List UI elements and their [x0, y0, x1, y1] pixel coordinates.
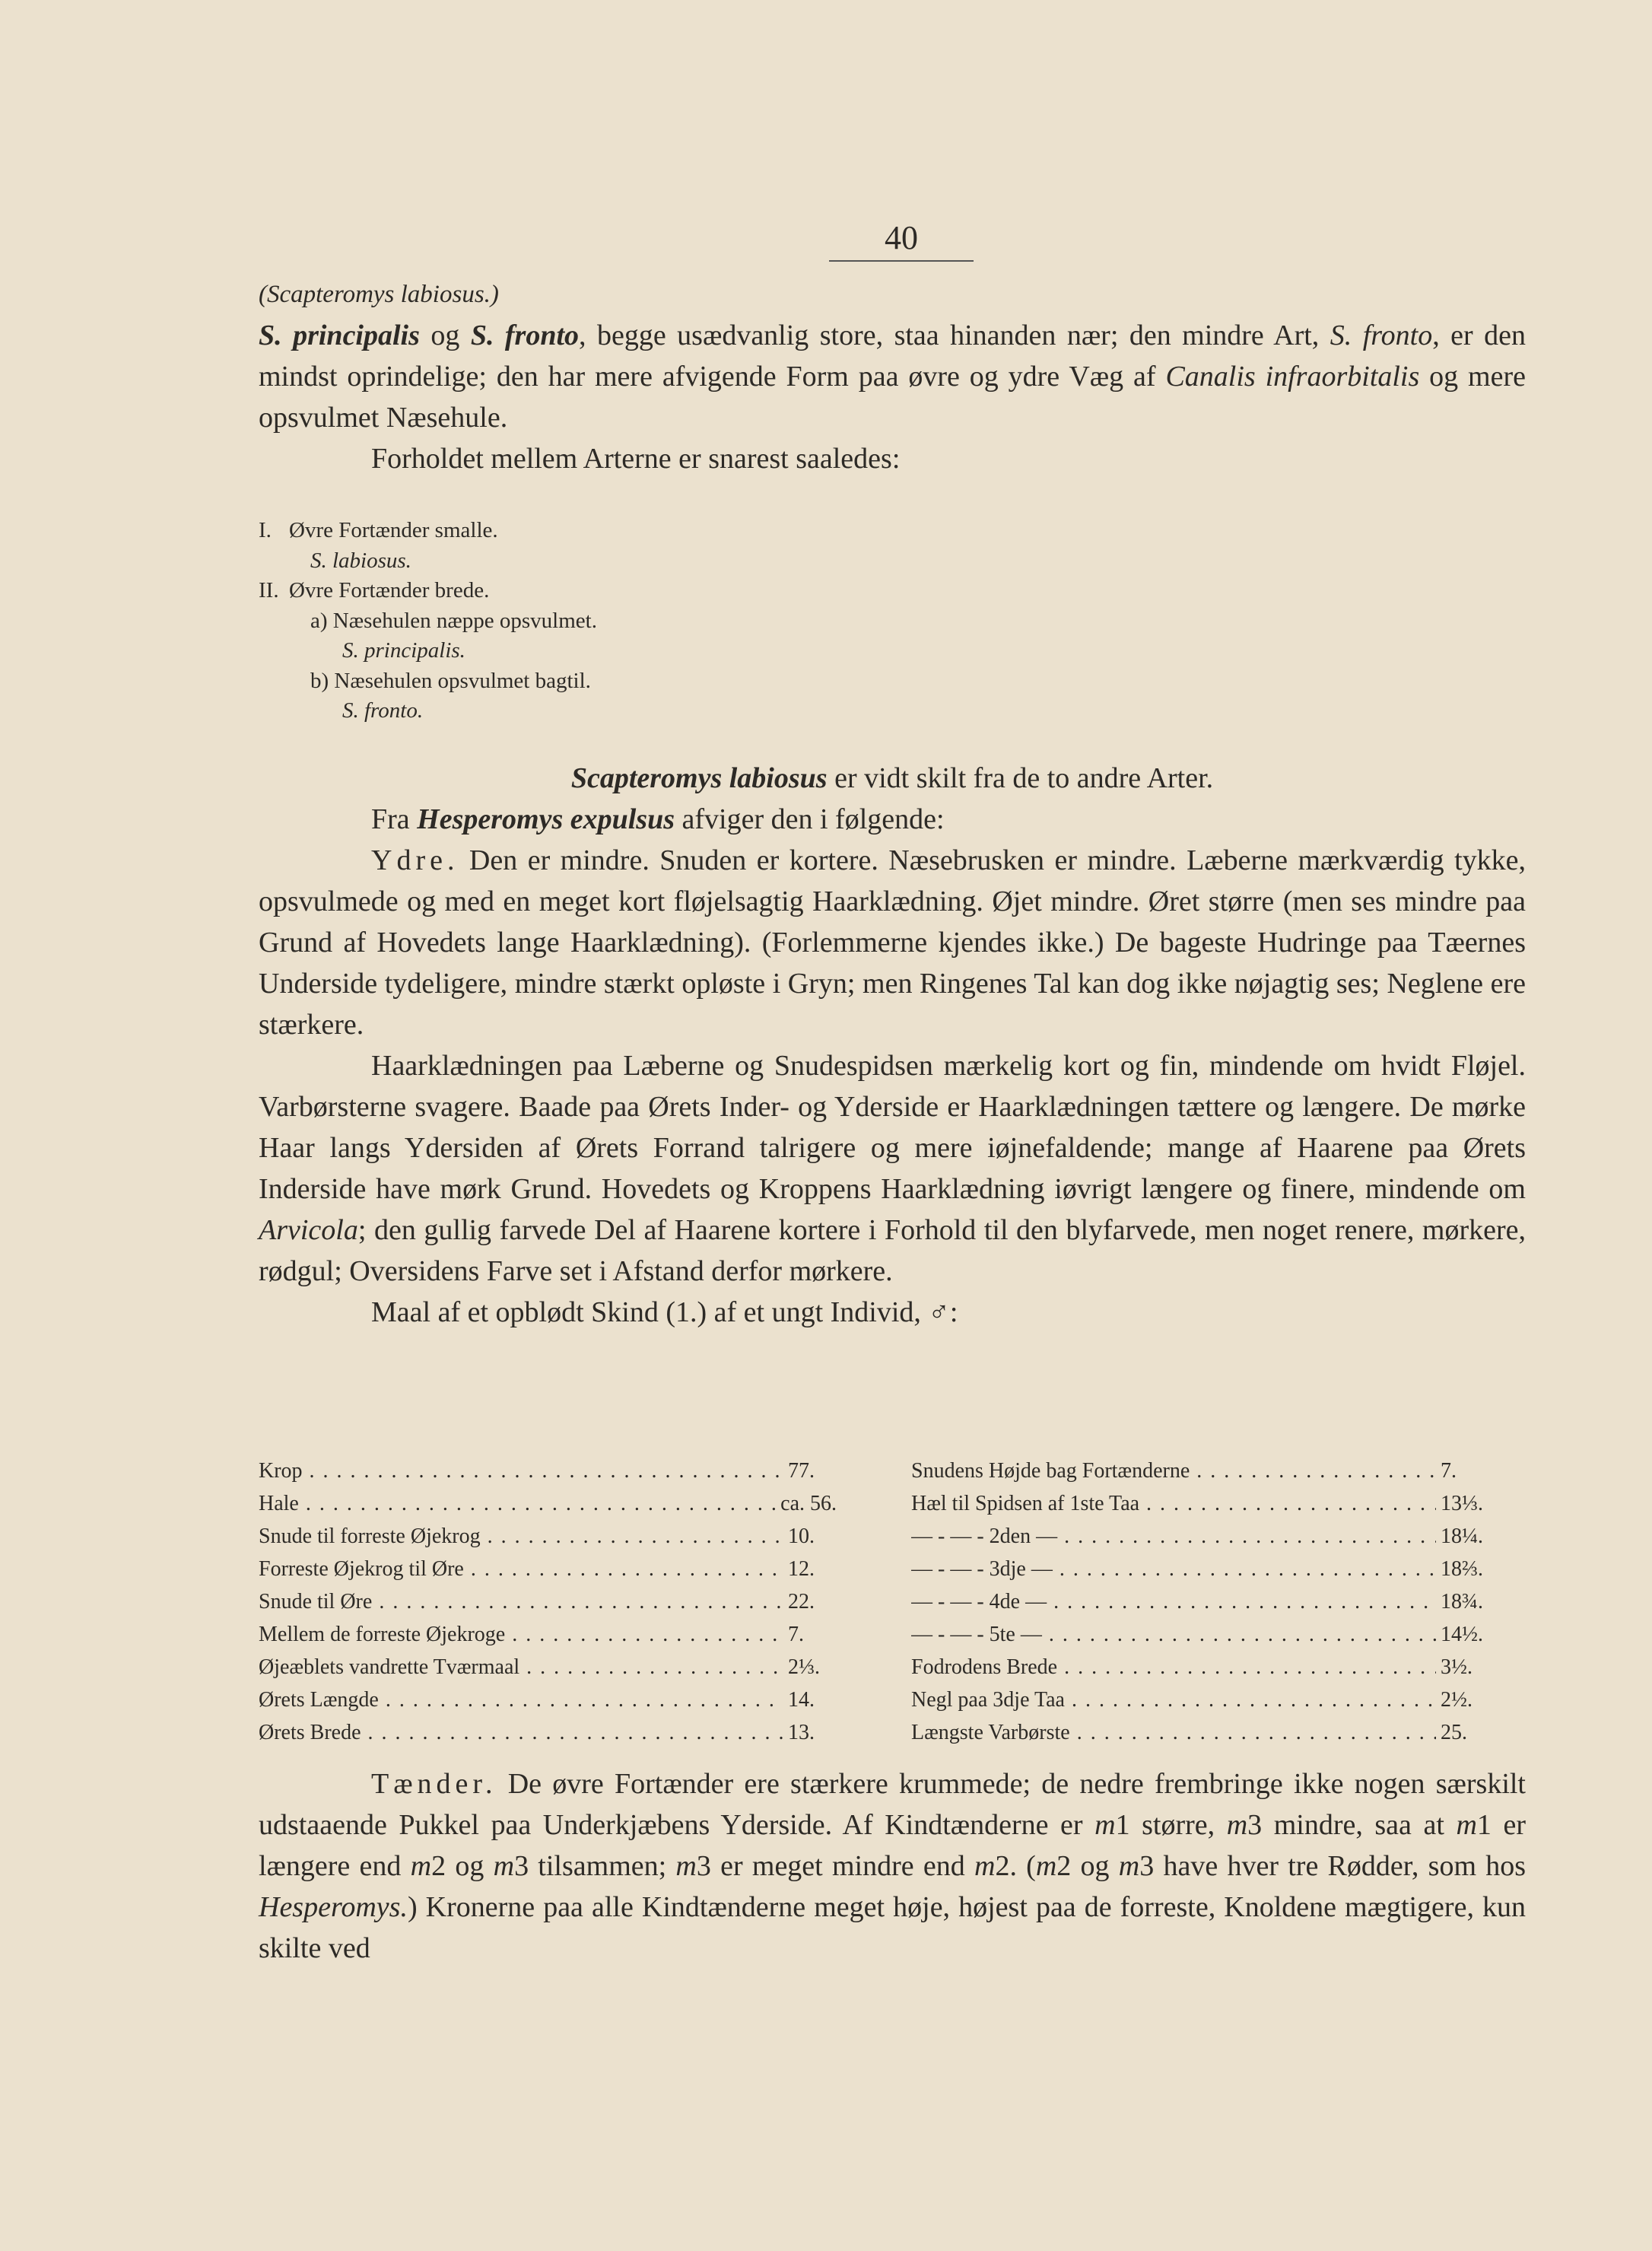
measurement-label: Fodrodens Brede . . . [911, 1651, 1436, 1683]
measurement-value: 13⅓. [1441, 1492, 1483, 1515]
measurement-value: 18⅔. [1441, 1557, 1483, 1581]
intro-section [259, 274, 1526, 479]
measurement-label: Forreste Øjekrog til Øre . . . [259, 1553, 783, 1585]
key-text: Øvre Fortænder smalle. [289, 518, 498, 542]
teeth-section [259, 1763, 1526, 1969]
measurement-row [911, 1553, 1489, 1585]
measurement-value: 3½. [1441, 1655, 1473, 1679]
haarklaedning-paragraph: Haarklædningen paa Læberne og Snudespidsen mærkelig kort og fin, mindende om hvidt Fløjel. Varbørsterne svagere. Baade paa Ørets Inder- og Yderside er Haarklædningen tættere og længere. De mørke Haar langs Ydersiden af Ørets Forrand talrigere og mere iøjnefaldende; mange af Haarene paa Ørets Inderside have mørk Grund. Hovedets og Kroppens Haarklædning iøvrigt længere og finere, mindende om Arvicola; den gullig farvede Del af Haarene kortere i Forhold til den blyfarvede, men noget renere, mørkere, rødgul; Oversidens Farve set i Afstand derfor mørkere. [259, 1050, 1526, 1287]
measurement-value: 12. [788, 1557, 815, 1581]
measurement-value: 7. [1441, 1459, 1457, 1483]
measurement-label: Ørets Længde . . . [259, 1683, 783, 1716]
key-number: II. [259, 578, 279, 602]
relation-paragraph: Forholdet mellem Arterne er snarest saaledes: [371, 443, 901, 475]
measurement-row [911, 1618, 1489, 1651]
measurement-value: 22. [788, 1590, 815, 1614]
maal-line: Maal af et opblødt Skind (1.) af et ungt Individ, ♂: [371, 1296, 958, 1328]
key-text: S. labiosus. [310, 548, 411, 573]
measurement-label: Længste Varbørste . . . [911, 1716, 1436, 1749]
measurement-value: 14½. [1441, 1623, 1483, 1646]
key-number: I. [259, 518, 272, 542]
measurement-value: 2½. [1441, 1688, 1473, 1712]
page-number: 40 [829, 219, 974, 262]
measurement-label: Ørets Brede . . . [259, 1716, 783, 1749]
key-text: Øvre Fortænder brede. [289, 578, 490, 602]
measurement-row [259, 1585, 837, 1618]
key-row [259, 546, 1171, 577]
key-text: a) Næsehulen næppe opsvulmet. [310, 608, 597, 633]
measurement-label: — - — - 3dje — . . . [911, 1553, 1436, 1585]
measurement-row [911, 1683, 1489, 1716]
measurement-row [259, 1716, 837, 1749]
teeth-paragraph: Tænder. De øvre Fortænder ere stærkere krummede; de nedre frembringe ikke nogen særskilt udstaaende Pukkel paa Underkjæbens Yderside. Af Kindtænderne er m1 større, m3 mindre, saa at m1 er længere end m2 og m3 tilsammen; m3 er meget mindre end m2. (m2 og m3 have hver tre Rødder, som hos Hesperomys.) Kronerne paa alle Kindtænderne meget høje, højest paa de forreste, Knoldene mægtigere, kun skilte ved [259, 1768, 1527, 1964]
measurement-row [911, 1520, 1489, 1553]
measurement-value: 18¾. [1441, 1590, 1483, 1614]
measurement-row [911, 1585, 1489, 1618]
measurement-value: 7. [788, 1623, 804, 1646]
running-header: (Scapteromys labiosus.) [259, 281, 499, 308]
key-row [259, 666, 1171, 697]
body-section [259, 758, 1526, 1333]
key-text: S. principalis. [342, 638, 465, 663]
measurement-row [911, 1487, 1489, 1520]
measurement-row [911, 1716, 1489, 1749]
key-text: S. fronto. [342, 698, 424, 723]
species-key [259, 516, 1171, 726]
key-row [259, 636, 1171, 666]
measurement-value: 10. [788, 1525, 815, 1548]
measurement-label: — - — - 2den — . . . [911, 1520, 1436, 1553]
measurement-value: 2⅓. [788, 1655, 820, 1679]
measurement-label: Krop . . . [259, 1455, 783, 1487]
measurement-row [259, 1683, 837, 1716]
measurement-label: Øjeæblets vandrette Tværmaal . . . [259, 1651, 783, 1683]
measurement-label: Snudens Højde bag Fortænderne . . . [911, 1455, 1436, 1487]
measurement-label: Hæl til Spidsen af 1ste Taa . . . [911, 1487, 1436, 1520]
key-row [259, 606, 1171, 637]
measurement-value: ca. 56. [780, 1492, 837, 1515]
measurement-value: 14. [788, 1688, 815, 1712]
intro-paragraph: S. principalis og S. fronto, begge usædvanlig store, staa hinanden nær; den mindre Art, S. fronto, er den mindst oprindelige; den har mere afvigende Form paa øvre og ydre Væg af Canalis infraorbitalis og mere opsvulmet Næsehule. [259, 320, 1527, 434]
measurement-label: — - — - 5te — . . . [911, 1618, 1436, 1651]
measurement-value: 25. [1441, 1721, 1467, 1744]
labiosus-statement: Scapteromys labiosus er vidt skilt fra de to andre Arter. [570, 762, 1214, 794]
measurements-left [259, 1455, 837, 1749]
measurement-row [911, 1651, 1489, 1683]
measurement-label: Hale . . . [259, 1487, 776, 1520]
key-row [259, 696, 1171, 726]
measurement-row [911, 1455, 1489, 1487]
measurement-label: — - — - 4de — . . . [911, 1585, 1436, 1618]
measurement-label: Snude til Øre . . . [259, 1585, 783, 1618]
measurement-value: 13. [788, 1721, 815, 1744]
measurement-row [259, 1455, 837, 1487]
measurement-row [259, 1651, 837, 1683]
measurements-right [911, 1455, 1489, 1749]
measurement-value: 77. [788, 1459, 815, 1483]
measurement-row [259, 1618, 837, 1651]
measurement-row [259, 1487, 837, 1520]
key-row [259, 516, 1171, 546]
fra-line: Fra Hesperomys expulsus afviger den i følgende: [371, 803, 945, 835]
measurement-row [259, 1553, 837, 1585]
measurement-label: Snude til forreste Øjekrog . . . [259, 1520, 783, 1553]
measurement-row [259, 1520, 837, 1553]
ydre-paragraph: Ydre. Den er mindre. Snuden er kortere. Næsebrusken er mindre. Læberne mærkværdig tykke, opsvulmede og med en meget kort fløjelsagtig Haarklædning. Øjet mindre. Øret større (men ses mindre paa Grund af Hovedets lange Haarklædning). (Forlemmerne kjendes ikke.) De bageste Hudringe paa Tæernes Underside tydeligere, mindre stærkt opløste i Gryn; men Ringenes Tal kan dog ikke nøjagtig ses; Neglene ere stærkere. [259, 844, 1526, 1041]
key-row [259, 576, 1171, 606]
measurement-label: Mellem de forreste Øjekroge . . . [259, 1618, 783, 1651]
key-text: b) Næsehulen opsvulmet bagtil. [310, 668, 591, 693]
measurement-label: Negl paa 3dje Taa . . . [911, 1683, 1436, 1716]
measurement-value: 18¼. [1441, 1525, 1483, 1548]
